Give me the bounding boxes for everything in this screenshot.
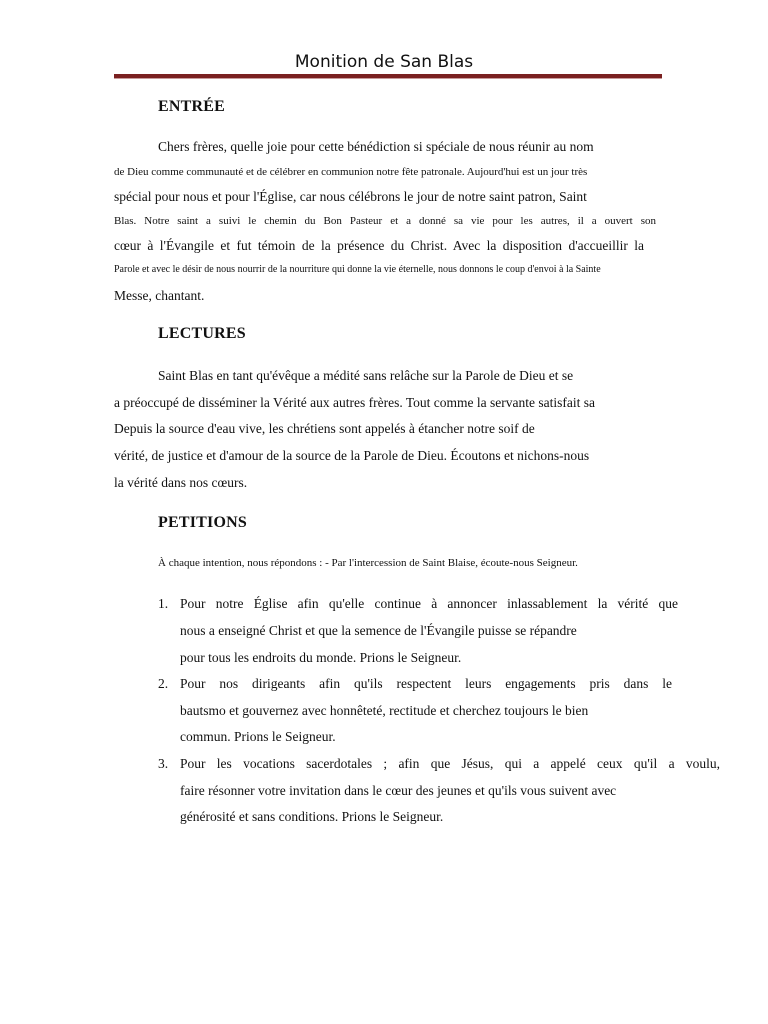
lectures-line: a préoccupé de disséminer la Vérité aux autres frères. Tout comme la servante satisfait sa xyxy=(114,395,595,410)
entree-line: cœur à l'Évangile et fut témoin de la présence du Christ. Avec la disposition d'accueillir la xyxy=(114,238,644,253)
entree-line: Parole et avec le désir de nous nourrir de la nourriture qui donne la vie éternelle, nous donnons le coup d'envoi à la Sainte xyxy=(114,264,601,275)
entree-line: Messe, chantant. xyxy=(114,288,205,303)
section-heading-entree: ENTRÉE xyxy=(158,98,225,115)
entree-line: de Dieu comme communauté et de célébrer en communion notre fête patronale. Aujourd'hui est un jour très xyxy=(114,166,588,178)
petition-line: Pour nos dirigeants afin qu'ils respectent leurs engagements pris dans le xyxy=(180,676,672,691)
title-underline xyxy=(114,74,662,79)
lectures-line: la vérité dans nos cœurs. xyxy=(114,475,248,490)
petition-line: Pour notre Église afin qu'elle continue à annoncer inlassablement la vérité que xyxy=(180,596,678,611)
petition-line: commun. Prions le Seigneur. xyxy=(180,729,336,744)
lectures-line: Depuis la source d'eau vive, les chrétiens sont appelés à étancher notre soif de xyxy=(114,421,535,436)
entree-line: Chers frères, quelle joie pour cette bénédiction si spéciale de nous réunir au nom xyxy=(158,139,594,154)
petition-line: générosité et sans conditions. Prions le Seigneur. xyxy=(180,809,444,824)
lectures-line: Saint Blas en tant qu'évêque a médité sans relâche sur la Parole de Dieu et se xyxy=(158,368,574,383)
lectures-line: vérité, de justice et d'amour de la source de la Parole de Dieu. Écoutons et nichons-nous xyxy=(114,448,590,463)
petition-line: nous a enseigné Christ et que la semence de l'Évangile puisse se répandre xyxy=(180,623,577,638)
entree-line: Blas. Notre saint a suivi le chemin du Bon Pasteur et a donné sa vie pour les autres, il a ouvert son xyxy=(114,215,656,227)
page-title: Monition de San Blas xyxy=(294,52,474,72)
petition-number: 1. xyxy=(158,596,169,611)
petitions-intro: À chaque intention, nous répondons : - Par l'intercession de Saint Blaise, écoute-nous Seigneur. xyxy=(158,557,578,569)
petition-line: Pour les vocations sacerdotales ; afin que Jésus, qui a appelé ceux qu'il a voulu, xyxy=(180,756,720,771)
petition-line: bautsmo et gouvernez avec honnêteté, rectitude et cherchez toujours le bien xyxy=(180,703,589,718)
section-heading-petitions: PETITIONS xyxy=(158,514,247,531)
entree-line: spécial pour nous et pour l'Église, car nous célébrons le jour de notre saint patron, Saint xyxy=(114,189,587,204)
petition-number: 2. xyxy=(158,676,169,691)
petition-line: faire résonner votre invitation dans le cœur des jeunes et qu'ils vous suivent avec xyxy=(180,783,617,798)
petition-line: pour tous les endroits du monde. Prions le Seigneur. xyxy=(180,650,462,665)
section-heading-lectures: LECTURES xyxy=(158,325,246,342)
petition-number: 3. xyxy=(158,756,169,771)
